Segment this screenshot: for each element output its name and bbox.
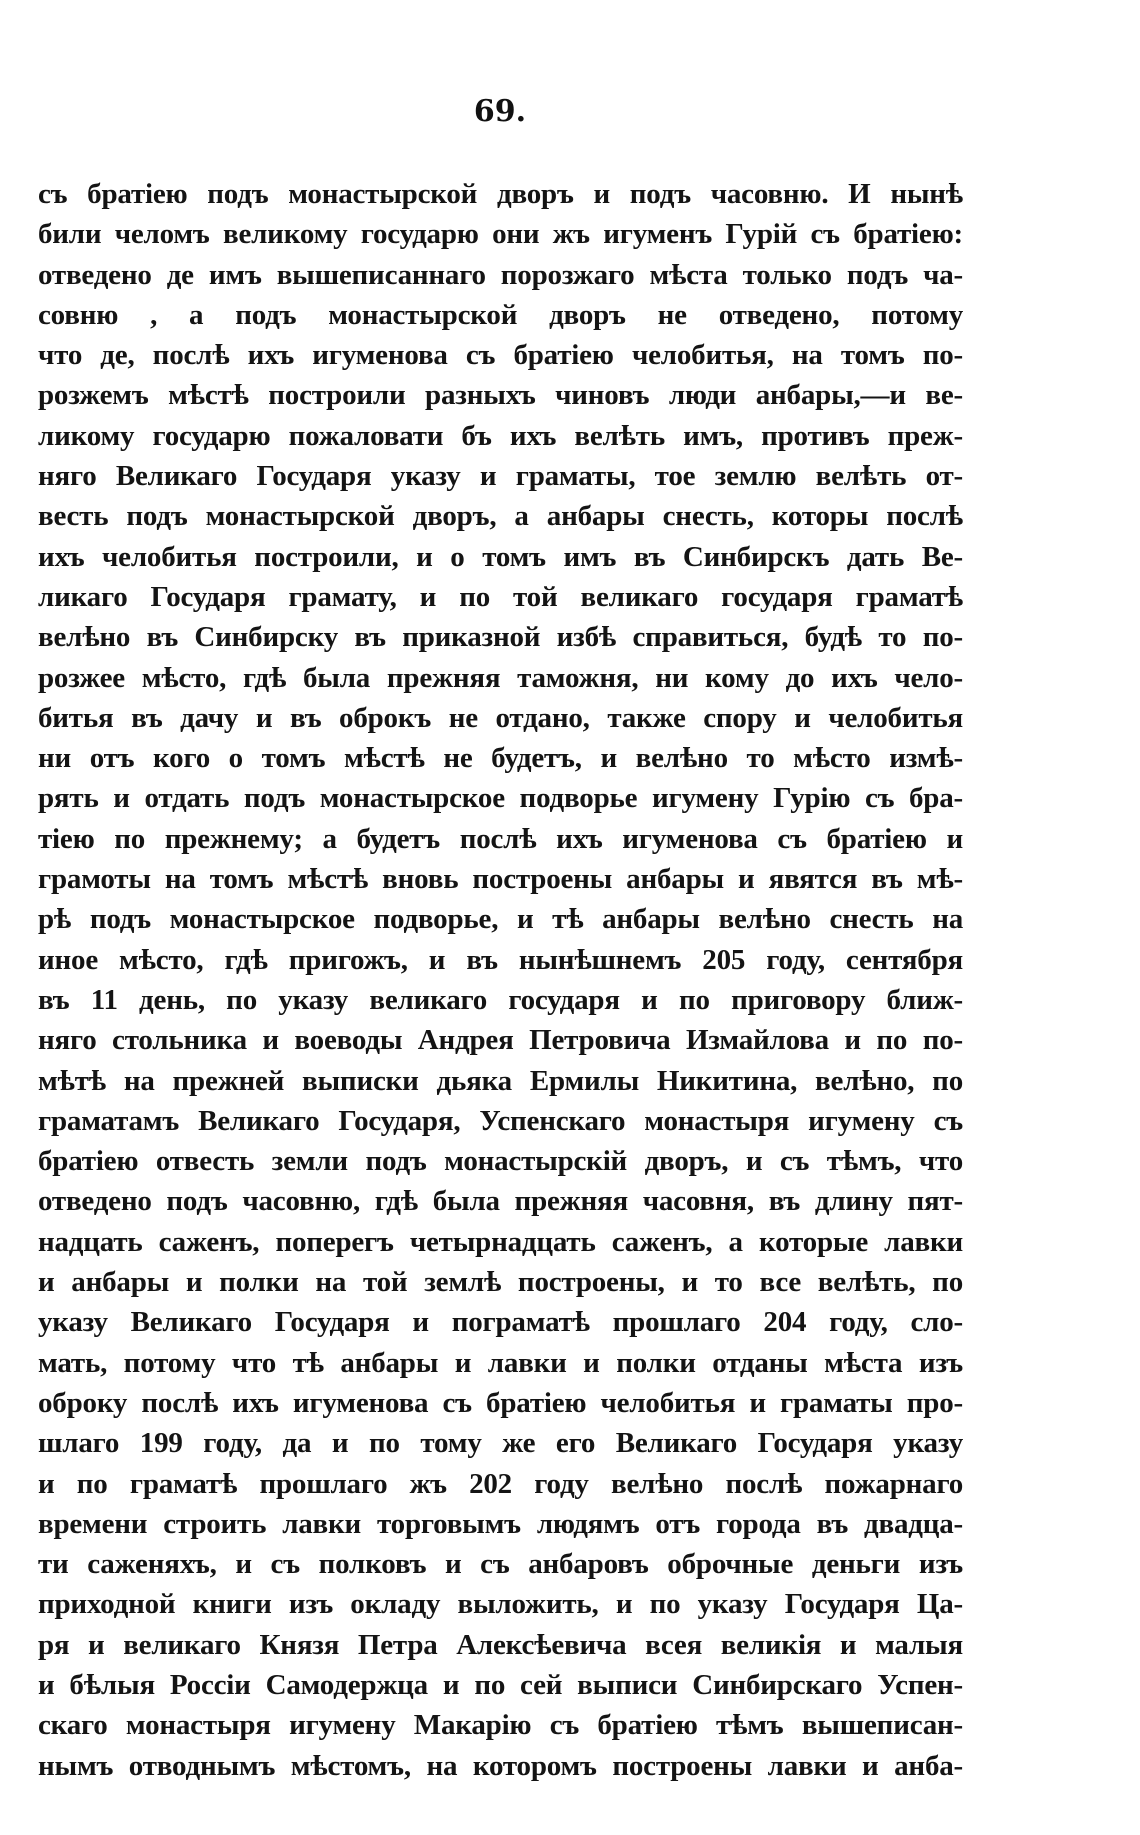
text-line: розжемъ мѣстѣ построили разныхъ чиновъ люди анбары,—и ве-	[38, 379, 963, 412]
text-line: грамоты на томъ мѣстѣ вновь построены анбары и явятся въ мѣ-	[38, 863, 963, 896]
text-line: ря и великаго Князя Петра Алексѣевича всея великія и малыя	[38, 1628, 963, 1661]
text-line: указу Великаго Государя и пограматѣ прошлаго 204 году, сло-	[38, 1306, 963, 1339]
text-line: совню , а подъ монастырской дворъ не отведено, потому	[38, 298, 963, 331]
text-line: нымъ отводнымъ мѣстомъ, на которомъ построены лавки и анба-	[38, 1749, 963, 1782]
text-line: ти саженяхъ, и съ полковъ и съ анбаровъ оброчные деньги изъ	[38, 1548, 963, 1581]
text-line: иное мѣсто, гдѣ пригожъ, и въ нынѣшнемъ 205 году, сентября	[38, 943, 963, 976]
text-line: скаго монастыря игумену Макарію съ братіею тѣмъ вышеписан-	[38, 1709, 963, 1742]
text-line: оброку послѣ ихъ игуменова съ братіею челобитья и граматы про-	[38, 1386, 963, 1419]
text-line: въ 11 день, по указу великаго государя и по приговору ближ-	[38, 983, 963, 1016]
page-number: 69.	[473, 94, 527, 129]
body-text	[38, 174, 963, 1786]
text-line: приходной книги изъ окладу выложить, и по указу Государя Ца-	[38, 1588, 963, 1621]
text-line: битья въ дачу и въ оброкъ не отдано, также спору и челобитья	[38, 701, 963, 734]
text-line: и бѣлыя Россіи Самодержца и по сей выписи Синбирскаго Успен-	[38, 1668, 963, 1701]
text-line: отведено подъ часовню, гдѣ была прежняя часовня, въ длину пят-	[38, 1185, 963, 1218]
text-line: няго Великаго Государя указу и граматы, тое землю велѣть от-	[38, 460, 963, 493]
text-line: и анбары и полки на той землѣ построены, и то все велѣть, по	[38, 1266, 963, 1299]
text-line: розжее мѣсто, гдѣ была прежняя таможня, ни кому до ихъ чело-	[38, 661, 963, 694]
text-line: шлаго 199 году, да и по тому же его Великаго Государя указу	[38, 1427, 963, 1460]
text-line: братіею отвесть земли подъ монастырскій дворъ, и съ тѣмъ, что	[38, 1145, 963, 1178]
text-line: и по граматѣ прошлаго жъ 202 году велѣно послѣ пожарнаго	[38, 1467, 963, 1500]
text-line: времени строить лавки торговымъ людямъ отъ города въ двадца-	[38, 1507, 963, 1540]
text-line: били челомъ великому государю они жъ игуменъ Гурій съ братіею:	[38, 218, 963, 251]
text-line: отведено де имъ вышеписаннаго порозжаго мѣста только подъ ча-	[38, 258, 963, 291]
text-line: ни отъ кого о томъ мѣстѣ не будетъ, и велѣно то мѣсто измѣ-	[38, 742, 963, 775]
text-line: ликому государю пожаловати бъ ихъ велѣть имъ, противъ преж-	[38, 419, 963, 452]
text-line: велѣно въ Синбирску въ приказной избѣ справиться, будѣ то по-	[38, 621, 963, 654]
text-line: мѣтѣ на прежней выписки дьяка Ермилы Никитина, велѣно, по	[38, 1064, 963, 1097]
text-line: ликаго Государя грамату, и по той великаго государя граматѣ	[38, 580, 963, 613]
text-line: весть подъ монастырской дворъ, а анбары снесть, которы послѣ	[38, 500, 963, 533]
text-line: граматамъ Великаго Государя, Успенскаго монастыря игумену съ	[38, 1104, 963, 1137]
text-line: съ братіею подъ монастырской дворъ и подъ часовню. И нынѣ	[38, 178, 963, 210]
text-line: рять и отдать подъ монастырское подворье игумену Гурію съ бра-	[38, 782, 963, 815]
text-line: рѣ подъ монастырское подворье, и тѣ анбары велѣно снесть на	[38, 903, 963, 936]
text-line: надцать саженъ, поперегъ четырнадцать саженъ, а которые лавки	[38, 1225, 963, 1258]
text-line: ихъ челобитья построили, и о томъ имъ въ Синбирскъ дать Ве-	[38, 540, 963, 573]
text-line: что де, послѣ ихъ игуменова съ братіею челобитья, на томъ по-	[38, 339, 963, 372]
text-line: тіею по прежнему; а будетъ послѣ ихъ игуменова съ братіею и	[38, 822, 963, 855]
text-line: няго стольника и воеводы Андрея Петровича Измайлова и по по-	[38, 1024, 963, 1057]
text-line: мать, потому что тѣ анбары и лавки и полки отданы мѣста изъ	[38, 1346, 963, 1379]
